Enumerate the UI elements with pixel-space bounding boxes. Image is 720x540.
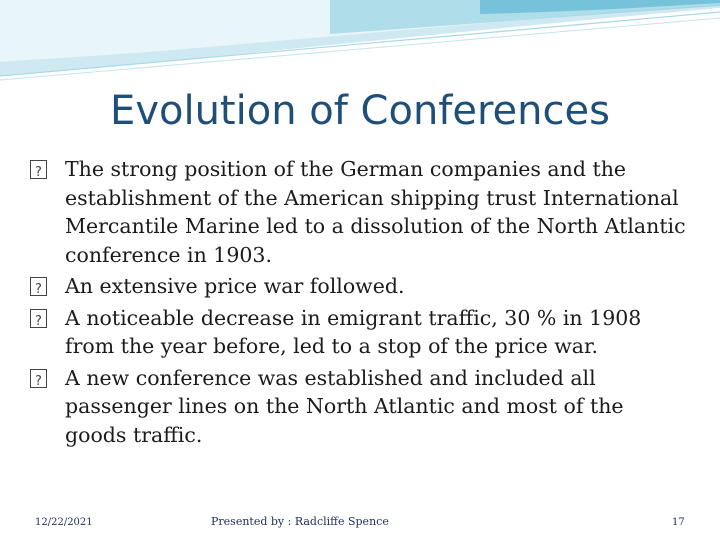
footer-date: 12/22/2021 bbox=[35, 517, 93, 528]
bullet-marker-icon bbox=[30, 369, 47, 388]
bullet-marker-icon bbox=[30, 277, 47, 296]
bullet-item bbox=[30, 155, 690, 269]
header-wave-decoration bbox=[0, 0, 720, 90]
footer-page-number: 17 bbox=[672, 517, 685, 528]
footer-presenter: Presented by : Radcliffe Spence bbox=[211, 515, 389, 528]
bullet-marker-icon bbox=[30, 160, 47, 179]
bullet-text: The strong position of the German companies and the establishment of the American shipping trust International Mercantile Marine led to a dissolution of the North Atlantic conference in 1903. bbox=[65, 157, 686, 267]
bullet-marker-icon bbox=[30, 309, 47, 328]
bullet-text: An extensive price war followed. bbox=[65, 274, 405, 298]
bullet-list bbox=[30, 155, 690, 452]
bullet-item bbox=[30, 304, 690, 361]
bullet-item bbox=[30, 272, 690, 301]
bullet-text: A noticeable decrease in emigrant traffic, 30 % in 1908 from the year before, led to a stop of the price war. bbox=[65, 305, 642, 358]
bullet-item bbox=[30, 364, 690, 450]
slide-title: Evolution of Conferences bbox=[110, 88, 610, 134]
bullet-text: A new conference was established and included all passenger lines on the North Atlantic and most of the goods traffic. bbox=[65, 365, 624, 447]
